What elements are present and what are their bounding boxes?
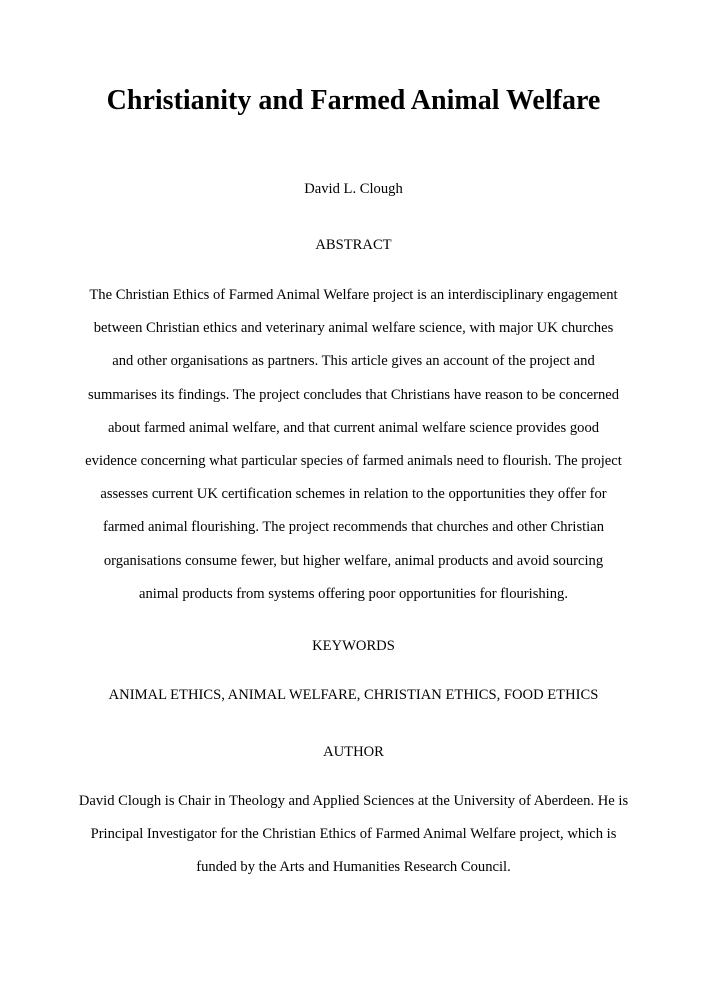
abstract-text: The Christian Ethics of Farmed Animal Welfare project is an interdisciplinary engagement between Christian ethics and veterinary animal welfare science, with major UK churches and other organisations as partners. This article gives an account of the project and summarises its findings. The project concludes that Christians have reason to be concerned about farmed animal welfare, and that current animal welfare science provides good evidence concerning what particular species of farmed animals need to flourish. The project assesses current UK certification schemes in relation to the opportunities they offer for farmed animal flourishing. The project recommends that churches and other Christian organisations consume fewer, but higher welfare, animal products and avoid sourcing animal products from systems offering poor opportunities for flourishing. [85, 287, 622, 602]
author-bio-heading: AUTHOR [323, 744, 384, 760]
author-name: David L. Clough [304, 181, 403, 197]
paper-title: Christianity and Farmed Animal Welfare [106, 85, 601, 116]
keywords-text: ANIMAL ETHICS, ANIMAL WELFARE, CHRISTIAN ETHICS, FOOD ETHICS [108, 687, 599, 703]
author-bio-text: David Clough is Chair in Theology and Applied Sciences at the University of Aberdeen. He is Principal Investigator for the Christian Ethics of Farmed Animal Welfare project, which is funded by the Arts and Humanities Research Council. [78, 793, 629, 876]
abstract-heading: ABSTRACT [315, 237, 392, 253]
keywords-heading: KEYWORDS [312, 638, 395, 654]
